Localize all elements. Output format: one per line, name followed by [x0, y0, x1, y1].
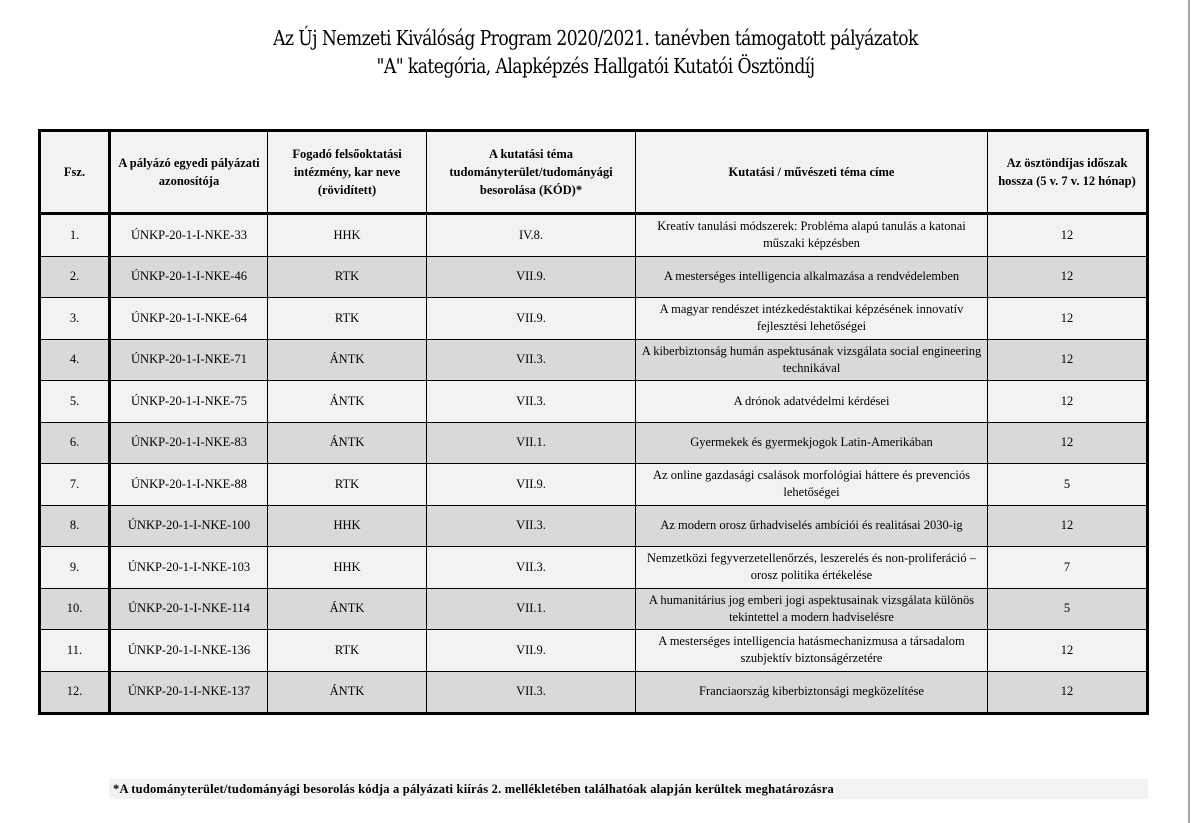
- page-edge-divider: [1188, 0, 1190, 823]
- cell-scholarship-length: 5: [988, 588, 1148, 630]
- header-research-topic: Kutatási / művészeti téma címe: [636, 131, 988, 214]
- cell-scholarship-length: 12: [988, 256, 1148, 298]
- cell-serial-no: 6.: [40, 422, 110, 464]
- cell-serial-no: 3.: [40, 298, 110, 340]
- cell-discipline-code: VII.9.: [427, 464, 636, 506]
- table-header-row: [40, 131, 1148, 214]
- header-scholarship-length: Az ösztöndíjas időszak hossza (5 v. 7 v. 12 hónap): [988, 131, 1148, 214]
- cell-serial-no: 8.: [40, 505, 110, 547]
- cell-application-id: ÚNKP-20-1-I-NKE-114: [110, 588, 268, 630]
- footnote: *A tudományterület/tudományági besorolás kódja a pályázati kiírás 2. mellékletében találhatóak alapján kerültek meghatározásra: [109, 779, 1148, 799]
- table-row: [40, 381, 1148, 423]
- cell-application-id: ÚNKP-20-1-I-NKE-33: [110, 214, 268, 257]
- cell-application-id: ÚNKP-20-1-I-NKE-88: [110, 464, 268, 506]
- cell-serial-no: 5.: [40, 381, 110, 423]
- header-discipline-code: A kutatási téma tudományterület/tudományági besorolása (KÓD)*: [427, 131, 636, 214]
- cell-application-id: ÚNKP-20-1-I-NKE-64: [110, 298, 268, 340]
- cell-host-institution: ÁNTK: [268, 588, 427, 630]
- cell-serial-no: 7.: [40, 464, 110, 506]
- table-row: [40, 339, 1148, 381]
- cell-host-institution: RTK: [268, 298, 427, 340]
- cell-host-institution: ÁNTK: [268, 671, 427, 714]
- cell-research-topic: Az online gazdasági csalások morfológiai háttere és prevenciós lehetőségei: [636, 464, 988, 506]
- cell-research-topic: Kreatív tanulási módszerek: Probléma alapú tanulás a katonai műszaki képzésben: [636, 214, 988, 257]
- cell-discipline-code: VII.9.: [427, 256, 636, 298]
- cell-discipline-code: VII.9.: [427, 630, 636, 672]
- cell-application-id: ÚNKP-20-1-I-NKE-100: [110, 505, 268, 547]
- cell-research-topic: A magyar rendészet intézkedéstaktikai képzésének innovatív fejlesztési lehetőségei: [636, 298, 988, 340]
- cell-scholarship-length: 12: [988, 381, 1148, 423]
- document-title: [0, 24, 1191, 80]
- cell-research-topic: A mesterséges intelligencia hatásmechanizmusa a társadalom szubjektív biztonságérzetére: [636, 630, 988, 672]
- cell-discipline-code: VII.3.: [427, 339, 636, 381]
- cell-application-id: ÚNKP-20-1-I-NKE-46: [110, 256, 268, 298]
- cell-application-id: ÚNKP-20-1-I-NKE-75: [110, 381, 268, 423]
- cell-application-id: ÚNKP-20-1-I-NKE-136: [110, 630, 268, 672]
- cell-research-topic: A humanitárius jog emberi jogi aspektusainak vizsgálata különös tekintettel a modern hadviselésre: [636, 588, 988, 630]
- title-line-1: Az Új Nemzeti Kiválóság Program 2020/2021. tanévben támogatott pályázatok: [273, 26, 918, 50]
- cell-research-topic: A kiberbiztonság humán aspektusának vizsgálata social engineering technikával: [636, 339, 988, 381]
- cell-scholarship-length: 12: [988, 214, 1148, 257]
- cell-scholarship-length: 5: [988, 464, 1148, 506]
- cell-host-institution: RTK: [268, 464, 427, 506]
- table-row: [40, 505, 1148, 547]
- cell-discipline-code: VII.1.: [427, 422, 636, 464]
- cell-host-institution: ÁNTK: [268, 422, 427, 464]
- cell-research-topic: A mesterséges intelligencia alkalmazása a rendvédelemben: [636, 256, 988, 298]
- cell-application-id: ÚNKP-20-1-I-NKE-103: [110, 547, 268, 589]
- cell-host-institution: HHK: [268, 547, 427, 589]
- table-row: [40, 422, 1148, 464]
- cell-research-topic: Gyermekek és gyermekjogok Latin-Amerikában: [636, 422, 988, 464]
- cell-application-id: ÚNKP-20-1-I-NKE-83: [110, 422, 268, 464]
- header-host-institution: Fogadó felsőoktatási intézmény, kar neve (rövidített): [268, 131, 427, 214]
- table-row: [40, 256, 1148, 298]
- table-row: [40, 214, 1148, 257]
- title-line-2: "A" kategória, Alapképzés Hallgatói Kutatói Ösztöndíj: [376, 54, 815, 78]
- cell-host-institution: RTK: [268, 630, 427, 672]
- cell-research-topic: Az modern orosz űrhadviselés ambíciói és realitásai 2030-ig: [636, 505, 988, 547]
- cell-discipline-code: VII.3.: [427, 671, 636, 714]
- table-row: [40, 547, 1148, 589]
- cell-scholarship-length: 7: [988, 547, 1148, 589]
- cell-serial-no: 1.: [40, 214, 110, 257]
- cell-discipline-code: VII.3.: [427, 505, 636, 547]
- cell-scholarship-length: 12: [988, 630, 1148, 672]
- cell-serial-no: 4.: [40, 339, 110, 381]
- cell-scholarship-length: 12: [988, 339, 1148, 381]
- cell-research-topic: A drónok adatvédelmi kérdései: [636, 381, 988, 423]
- cell-scholarship-length: 12: [988, 298, 1148, 340]
- cell-host-institution: RTK: [268, 256, 427, 298]
- header-application-id: A pályázó egyedi pályázati azonosítója: [110, 131, 268, 214]
- cell-application-id: ÚNKP-20-1-I-NKE-137: [110, 671, 268, 714]
- cell-scholarship-length: 12: [988, 422, 1148, 464]
- cell-discipline-code: VII.3.: [427, 381, 636, 423]
- cell-discipline-code: VII.3.: [427, 547, 636, 589]
- cell-scholarship-length: 12: [988, 671, 1148, 714]
- cell-host-institution: HHK: [268, 505, 427, 547]
- cell-serial-no: 2.: [40, 256, 110, 298]
- cell-serial-no: 11.: [40, 630, 110, 672]
- cell-host-institution: ÁNTK: [268, 381, 427, 423]
- cell-serial-no: 10.: [40, 588, 110, 630]
- grants-table: [38, 129, 1149, 715]
- cell-discipline-code: IV.8.: [427, 214, 636, 257]
- table-row: [40, 464, 1148, 506]
- table-row: [40, 671, 1148, 714]
- cell-serial-no: 9.: [40, 547, 110, 589]
- cell-discipline-code: VII.1.: [427, 588, 636, 630]
- cell-research-topic: Nemzetközi fegyverzetellenőrzés, leszerelés és non-proliferáció – orosz politika értékelése: [636, 547, 988, 589]
- cell-research-topic: Franciaország kiberbiztonsági megközelítése: [636, 671, 988, 714]
- table-row: [40, 630, 1148, 672]
- cell-scholarship-length: 12: [988, 505, 1148, 547]
- table-row: [40, 588, 1148, 630]
- cell-discipline-code: VII.9.: [427, 298, 636, 340]
- cell-host-institution: HHK: [268, 214, 427, 257]
- cell-host-institution: ÁNTK: [268, 339, 427, 381]
- table-row: [40, 298, 1148, 340]
- header-serial-no: Fsz.: [40, 131, 110, 214]
- cell-serial-no: 12.: [40, 671, 110, 714]
- cell-application-id: ÚNKP-20-1-I-NKE-71: [110, 339, 268, 381]
